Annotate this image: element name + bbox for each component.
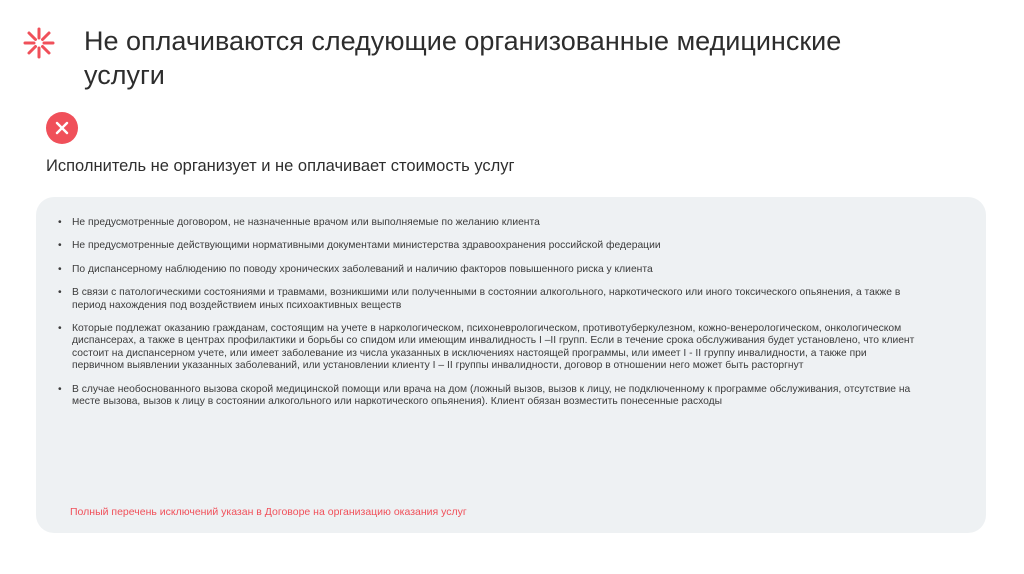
close-x-icon <box>54 120 70 136</box>
section-subtitle: Исполнитель не организует и не оплачивает стоимость услуг <box>46 157 515 175</box>
exclusions-list <box>58 217 918 419</box>
list-item: • По диспансерному наблюдению по поводу хронических заболеваний и наличию факторов повышенного риска у клиента <box>58 264 918 276</box>
page-title: Не оплачиваются следующие организованные медицинские услуги <box>84 26 842 90</box>
exclusions-card <box>36 197 986 533</box>
close-x-badge <box>46 112 78 144</box>
list-item: • Не предусмотренные договором, не назначенные врачом или выполняемые по желанию клиента <box>58 217 918 229</box>
list-item: • Которые подлежат оказанию гражданам, состоящим на учете в наркологическом, психоневрологическом, противотуберкулезном, кожно-венерологическом, онкологическом диспансерах, а также в центрах профилактики и борьбы со спидом или имеющим инвалидность I –II групп. Если в течение срока обслуживания будет установлено, что клиент состоит на диспансерном учете, или имеет заболевание из числа указанных в исключениях настоящей программы, или имеет I - II группу инвалидности, а также при первичном выявлении указанных заболеваний, или установлении клиенту I – II группы инвалидности, договор в отношении него может быть расторгнут <box>58 323 918 373</box>
asterisk-burst-icon <box>22 26 56 60</box>
list-item: • Не предусмотренные действующими нормативными документами министерства здравоохранения российской федерации <box>58 240 918 252</box>
list-item: • В случае необоснованного вызова скорой медицинской помощи или врача на дом (ложный вызов, вызов к лицу, не подключенному к программе обслуживания, отсутствие на месте вызова, вызов к лицу в состоянии алкогольного или наркотического опьянения). Клиент обязан возместить понесенные расходы <box>58 384 918 409</box>
footnote-text: Полный перечень исключений указан в Договоре на организацию оказания услуг <box>70 506 467 518</box>
list-item: • В связи с патологическими состояниями и травмами, возникшими или полученными в состоянии алкогольного, наркотического или иного токсического опьянения, а также в период нахождения под воздействием иных психоактивных веществ <box>58 287 918 312</box>
